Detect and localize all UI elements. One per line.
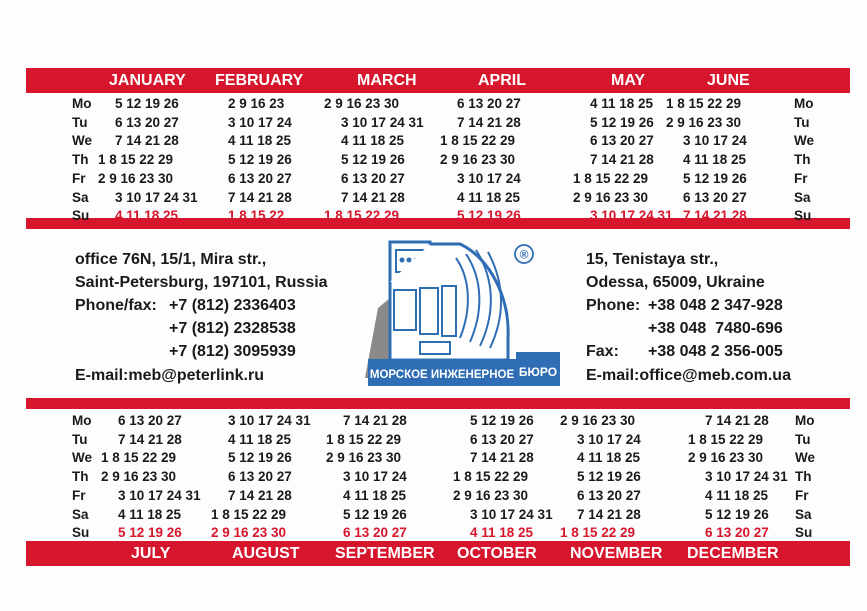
- month-june: JUNE: [707, 72, 750, 89]
- bottom-dayname-right-5: Sa: [795, 506, 812, 522]
- bottom-dayname-right-0: Mo: [795, 413, 815, 428]
- bottom-month-5-row-0: 7 14 21 28: [705, 413, 769, 428]
- top-month-1-row-4: 6 13 20 27: [228, 170, 292, 186]
- top-dayname-left-3: Th: [72, 152, 89, 168]
- bottom-month-1-row-3: 6 13 20 27: [228, 469, 292, 485]
- top-month-5-row-0: 1 8 15 22 29: [666, 96, 742, 111]
- top-month-band: [26, 68, 850, 93]
- month-july: JULY: [131, 545, 171, 562]
- top-month-1-row-0: 2 9 16 23: [228, 96, 285, 111]
- top-month-4-row-2: 6 13 20 27: [590, 133, 654, 149]
- bottom-divider-band: [26, 398, 850, 409]
- registered-mark-text: ®: [519, 247, 529, 262]
- bottom-dayname-right-3: Th: [795, 469, 812, 485]
- month-march: MARCH: [357, 72, 417, 89]
- bottom-dayname-left-4: Fr: [72, 487, 86, 503]
- odessa-address-line2: Odessa, 65009, Ukraine: [586, 274, 765, 291]
- bottom-month-1-row-5: 1 8 15 22 29: [211, 506, 287, 522]
- top-month-2-row-0: 2 9 16 23 30: [324, 96, 400, 111]
- top-month-2-row-2: 4 11 18 25: [341, 133, 405, 149]
- bottom-month-3-row-1: 6 13 20 27: [470, 431, 534, 447]
- top-dayname-left-1: Tu: [72, 114, 88, 130]
- top-month-0-row-3: 1 8 15 22 29: [98, 152, 174, 168]
- bottom-month-2-row-3: 3 10 17 24: [343, 469, 407, 485]
- top-dayname-right-3: Th: [794, 152, 811, 168]
- month-february: FEBRUARY: [215, 72, 304, 89]
- top-month-3-row-6: 5 12 19 26: [457, 208, 521, 224]
- top-dayname-right-2: We: [794, 133, 815, 149]
- spb-phone-3: +7 (812) 3095939: [169, 343, 296, 360]
- bottom-month-1-row-0: 3 10 17 24 31: [228, 413, 311, 428]
- top-month-5-row-3: 4 11 18 25: [683, 152, 747, 168]
- bottom-month-3-row-0: 5 12 19 26: [470, 413, 534, 428]
- top-month-3-row-1: 7 14 21 28: [457, 114, 521, 130]
- bottom-month-3-row-6: 4 11 18 25: [470, 525, 534, 541]
- top-month-1-row-1: 3 10 17 24: [228, 114, 292, 130]
- top-month-5-row-2: 3 10 17 24: [683, 133, 747, 149]
- top-month-2-row-4: 6 13 20 27: [341, 170, 405, 186]
- top-month-2-row-1: 3 10 17 24 31: [341, 114, 424, 130]
- logo-text-buro: БЮРО: [518, 365, 558, 379]
- top-month-3-row-2: 1 8 15 22 29: [440, 133, 516, 149]
- bottom-month-5-row-3: 3 10 17 24 31: [705, 469, 788, 485]
- bottom-month-1-row-1: 4 11 18 25: [228, 431, 292, 447]
- top-month-1-row-2: 4 11 18 25: [228, 133, 292, 149]
- logo-text-main: МОРСКОЕ ИНЖЕНЕРНОЕ: [369, 369, 515, 381]
- bottom-month-0-row-2: 1 8 15 22 29: [101, 450, 177, 466]
- top-month-1-row-6: 1 8 15 22: [228, 208, 285, 224]
- top-dayname-left-2: We: [72, 133, 93, 149]
- spb-phone-label: Phone/fax:: [75, 297, 157, 314]
- month-august: AUGUST: [232, 545, 300, 562]
- bottom-dayname-right-1: Tu: [795, 431, 811, 447]
- top-month-0-row-4: 2 9 16 23 30: [98, 170, 174, 186]
- top-month-1-row-3: 5 12 19 26: [228, 152, 292, 168]
- bottom-dayname-right-6: Su: [795, 525, 813, 541]
- spb-phone-2: +7 (812) 2328538: [169, 320, 296, 337]
- odessa-phone-label: Phone:: [586, 297, 641, 314]
- top-month-5-row-5: 6 13 20 27: [683, 189, 747, 205]
- top-month-5-row-4: 5 12 19 26: [683, 170, 747, 186]
- top-month-4-row-5: 2 9 16 23 30: [573, 189, 649, 205]
- bottom-month-band: [26, 541, 850, 566]
- odessa-fax: +38 048 2 356-005: [648, 343, 783, 360]
- bottom-month-3-row-2: 7 14 21 28: [470, 450, 534, 466]
- top-month-3-row-3: 2 9 16 23 30: [440, 152, 516, 168]
- bottom-month-2-row-1: 1 8 15 22 29: [326, 431, 402, 447]
- top-month-4-row-3: 7 14 21 28: [590, 152, 654, 168]
- spb-email: E-mail:meb@peterlink.ru: [75, 367, 264, 384]
- odessa-email: E-mail:office@meb.com.ua: [586, 367, 791, 384]
- month-december: DECEMBER: [687, 545, 779, 562]
- odessa-phone-2: +38 048 7480-696: [648, 320, 783, 337]
- bottom-month-0-row-6: 5 12 19 26: [118, 525, 182, 541]
- bottom-month-4-row-3: 5 12 19 26: [577, 469, 641, 485]
- top-dayname-left-5: Sa: [72, 189, 89, 205]
- top-month-4-row-0: 4 11 18 25: [590, 96, 654, 111]
- bottom-dayname-right-2: We: [795, 450, 816, 466]
- month-september: SEPTEMBER: [335, 545, 435, 562]
- top-month-4-row-1: 5 12 19 26: [590, 114, 654, 130]
- bottom-month-1-row-4: 7 14 21 28: [228, 487, 292, 503]
- month-november: NOVEMBER: [570, 545, 663, 562]
- bottom-month-5-row-2: 2 9 16 23 30: [688, 450, 764, 466]
- bottom-month-1-row-2: 5 12 19 26: [228, 450, 292, 466]
- bottom-month-5-row-4: 4 11 18 25: [705, 487, 769, 503]
- top-month-0-row-5: 3 10 17 24 31: [115, 189, 198, 205]
- top-month-0-row-6: 4 11 18 25: [115, 208, 179, 224]
- bottom-month-0-row-5: 4 11 18 25: [118, 506, 182, 522]
- top-month-2-row-5: 7 14 21 28: [341, 189, 405, 205]
- bottom-month-4-row-4: 6 13 20 27: [577, 487, 641, 503]
- top-month-0-row-0: 5 12 19 26: [115, 96, 179, 111]
- top-month-0-row-2: 7 14 21 28: [115, 133, 179, 149]
- spb-address-line1: office 76N, 15/1, Mira str.,: [75, 251, 267, 268]
- bottom-month-4-row-1: 3 10 17 24: [577, 431, 641, 447]
- top-dayname-right-4: Fr: [794, 170, 808, 186]
- top-dayname-right-6: Su: [794, 208, 812, 224]
- top-dayname-right-5: Sa: [794, 189, 811, 205]
- bottom-month-3-row-5: 3 10 17 24 31: [470, 506, 553, 522]
- top-dayname-left-0: Mo: [72, 96, 92, 111]
- bottom-dayname-left-0: Mo: [72, 413, 92, 428]
- bottom-dayname-left-2: We: [72, 450, 93, 466]
- bottom-dayname-left-6: Su: [72, 525, 90, 541]
- bottom-month-4-row-6: 1 8 15 22 29: [560, 525, 636, 541]
- bottom-month-4-row-0: 2 9 16 23 30: [560, 413, 636, 428]
- top-month-2-row-3: 5 12 19 26: [341, 152, 405, 168]
- top-dayname-right-1: Tu: [794, 114, 810, 130]
- bottom-month-2-row-4: 4 11 18 25: [343, 487, 407, 503]
- top-month-2-row-6: 1 8 15 22 29: [324, 208, 400, 224]
- month-october: OCTOBER: [457, 545, 537, 562]
- top-month-5-row-1: 2 9 16 23 30: [666, 114, 742, 130]
- bottom-month-3-row-4: 2 9 16 23 30: [453, 487, 529, 503]
- bottom-dayname-right-4: Fr: [795, 487, 809, 503]
- bottom-month-2-row-0: 7 14 21 28: [343, 413, 407, 428]
- bottom-month-5-row-1: 1 8 15 22 29: [688, 431, 764, 447]
- bottom-month-0-row-0: 6 13 20 27: [118, 413, 182, 428]
- top-month-3-row-4: 3 10 17 24: [457, 170, 521, 186]
- top-month-0-row-1: 6 13 20 27: [115, 114, 179, 130]
- bottom-dayname-left-5: Sa: [72, 506, 89, 522]
- top-month-5-row-6: 7 14 21 28: [683, 208, 747, 224]
- registered-mark-icon: [513, 243, 535, 265]
- top-month-4-row-4: 1 8 15 22 29: [573, 170, 649, 186]
- month-may: MAY: [611, 72, 646, 89]
- month-april: APRIL: [478, 72, 526, 89]
- bottom-month-0-row-1: 7 14 21 28: [118, 431, 182, 447]
- bottom-month-0-row-3: 2 9 16 23 30: [101, 469, 177, 485]
- bottom-month-0-row-4: 3 10 17 24 31: [118, 487, 201, 503]
- bottom-month-3-row-3: 1 8 15 22 29: [453, 469, 529, 485]
- top-dayname-right-0: Mo: [794, 96, 814, 111]
- bottom-month-2-row-5: 5 12 19 26: [343, 506, 407, 522]
- spb-address-line2: Saint-Petersburg, 197101, Russia: [75, 274, 328, 291]
- spb-phone-1: +7 (812) 2336403: [169, 297, 296, 314]
- bottom-month-2-row-2: 2 9 16 23 30: [326, 450, 402, 466]
- top-month-4-row-6: 3 10 17 24 31: [590, 208, 673, 224]
- bottom-dayname-left-3: Th: [72, 469, 89, 485]
- top-dayname-left-4: Fr: [72, 170, 86, 186]
- bottom-month-5-row-5: 5 12 19 26: [705, 506, 769, 522]
- bottom-dayname-left-1: Tu: [72, 431, 88, 447]
- top-month-1-row-5: 7 14 21 28: [228, 189, 292, 205]
- top-month-3-row-5: 4 11 18 25: [457, 189, 521, 205]
- odessa-phone-1: +38 048 2 347-928: [648, 297, 783, 314]
- bottom-month-4-row-5: 7 14 21 28: [577, 506, 641, 522]
- bottom-month-2-row-6: 6 13 20 27: [343, 525, 407, 541]
- odessa-fax-label: Fax:: [586, 343, 619, 360]
- top-dayname-left-6: Su: [72, 208, 90, 224]
- bottom-month-1-row-6: 2 9 16 23 30: [211, 525, 287, 541]
- bottom-month-5-row-6: 6 13 20 27: [705, 525, 769, 541]
- bottom-month-4-row-2: 4 11 18 25: [577, 450, 641, 466]
- top-month-3-row-0: 6 13 20 27: [457, 96, 521, 111]
- odessa-address-line1: 15, Tenistaya str.,: [586, 251, 719, 268]
- month-january: JANUARY: [109, 72, 186, 89]
